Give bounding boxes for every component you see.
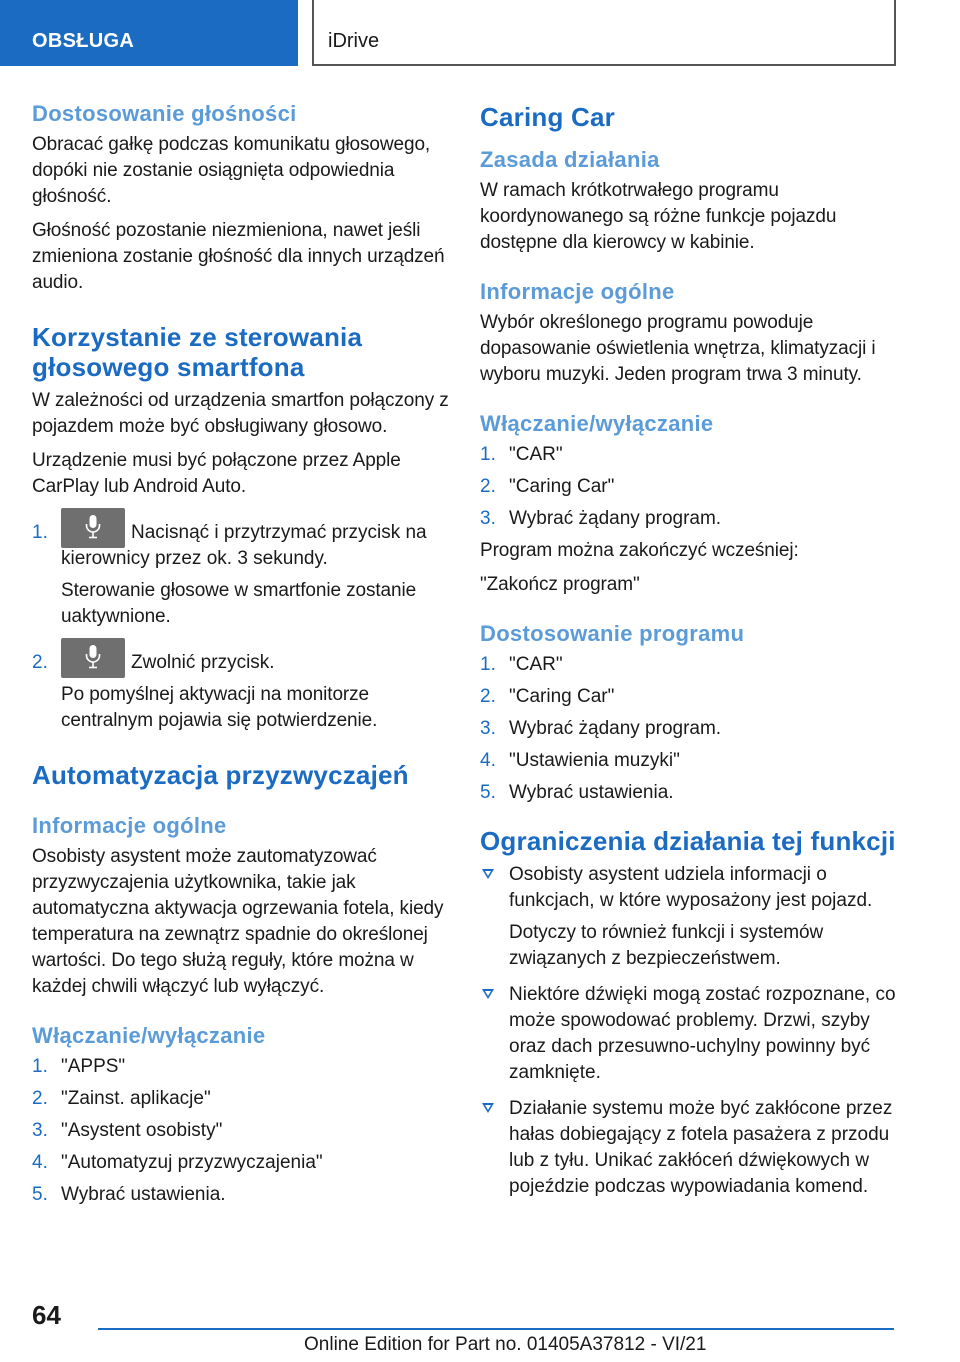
heading-adjust-program: Dostosowanie programu xyxy=(480,621,745,646)
page-number: 64 xyxy=(32,1300,61,1330)
list-item xyxy=(32,520,450,630)
step-text: "Asystent osobisty" xyxy=(61,1120,223,1142)
step-text: Wybrać ustawienia. xyxy=(509,782,674,803)
step-number: 1. xyxy=(32,1056,48,1078)
list-item xyxy=(480,780,898,806)
page-header xyxy=(0,0,960,66)
list-item xyxy=(480,652,898,678)
step-text: Nacisnąć i przytrzymać przycisk na kierownicy przez ok. 3 sekundy. xyxy=(61,522,427,570)
list-item xyxy=(480,684,898,710)
list-item xyxy=(480,474,898,500)
list-item xyxy=(480,1096,898,1200)
step-number: 4. xyxy=(480,750,496,771)
step-note: Sterowanie głosowe w smartfonie zostanie uaktywnione. xyxy=(61,580,417,628)
heading-on-off: Włączanie/wyłączanie xyxy=(480,411,714,436)
step-text: "Ustawienia muzyki" xyxy=(509,750,680,771)
bullet-text: Niektóre dźwięki mogą zostać rozpoznane, co może spowodować problemy. Drzwi, szyby oraz dach przesuwno-uchylny powinny być zamknięte. xyxy=(509,984,896,1083)
step-number: 4. xyxy=(32,1152,48,1174)
heading-principle: Zasada działania xyxy=(480,147,660,172)
paragraph: Głośność pozostanie niezmieniona, nawet jeśli zmieniona zostanie głośność dla innych urządzeń audio. xyxy=(32,220,445,293)
paragraph: Program można zakończyć wcześniej: xyxy=(480,540,799,561)
bullet-triangle-icon xyxy=(482,869,494,879)
list-item xyxy=(32,1086,450,1112)
step-number: 1. xyxy=(32,522,48,543)
adjust-list xyxy=(480,652,898,806)
step-number: 2. xyxy=(32,1088,48,1110)
step-text: "Caring Car" xyxy=(509,686,615,707)
step-number: 5. xyxy=(32,1184,48,1206)
limitations-list xyxy=(480,862,898,1200)
step-text: "Zainst. aplikacje" xyxy=(61,1088,211,1110)
list-item xyxy=(480,506,898,532)
bullet-note: Dotyczy to również funkcji i systemów związanych z bezpieczeństwem. xyxy=(509,922,824,969)
list-item xyxy=(480,748,898,774)
step-number: 1. xyxy=(480,444,496,465)
step-text: Wybrać żądany program. xyxy=(509,508,722,529)
heading-smartphone-voice: Korzystanie ze sterowania głosowego smartfona xyxy=(32,322,363,382)
onoff-list xyxy=(32,1054,450,1208)
list-item xyxy=(480,442,898,468)
paragraph: "Zakończ program" xyxy=(480,574,640,595)
step-number: 2. xyxy=(480,686,496,707)
step-text: Wybrać żądany program. xyxy=(509,718,722,739)
paragraph: Obracać gałkę podczas komunikatu głosowego, dopóki nie zostanie osiągnięta odpowiednia głośność. xyxy=(32,134,431,207)
list-item xyxy=(32,1054,450,1080)
heading-general-info: Informacje ogólne xyxy=(480,279,675,304)
steps-list xyxy=(32,520,450,734)
list-item xyxy=(480,982,898,1086)
heading-limitations: Ograniczenia działania tej funkcji xyxy=(480,826,896,856)
step-number: 3. xyxy=(480,508,496,529)
step-number: 1. xyxy=(480,654,496,675)
paragraph: Urządzenie musi być połączone przez Apple CarPlay lub Android Auto. xyxy=(32,450,401,497)
step-number: 2. xyxy=(480,476,496,497)
onoff-list xyxy=(480,442,898,532)
section-tab: OBSŁUGA xyxy=(0,0,298,66)
list-item xyxy=(32,1182,450,1208)
step-text: "APPS" xyxy=(61,1056,126,1078)
step-number: 2. xyxy=(32,652,48,674)
bullet-triangle-icon xyxy=(482,1103,494,1113)
step-text: "Automatyzuj przyzwyczajenia" xyxy=(61,1152,323,1174)
paragraph: W zależności od urządzenia smartfon połączony z pojazdem może być obsługiwany głosowo. xyxy=(32,390,449,437)
bullet-text: Osobisty asystent udziela informacji o funkcjach, w które wyposażony jest pojazd. xyxy=(509,864,873,911)
heading-volume: Dostosowanie głośności xyxy=(32,101,297,126)
list-item xyxy=(480,862,898,972)
bullet-text: Działanie systemu może być zakłócone przez hałas dobiegający z fotela pasażera z przodu lub z tyłu. Unikać zakłóceń dźwiękowych w pojeździe podczas wypowiadania komend. xyxy=(509,1098,893,1197)
step-note: Po pomyślnej aktywacji na monitorze centralnym pojawia się potwierdzenie. xyxy=(61,684,378,732)
step-text: "Caring Car" xyxy=(509,476,615,497)
step-number: 3. xyxy=(480,718,496,739)
step-text: Zwolnić przycisk. xyxy=(131,652,275,674)
paragraph: W ramach krótkotrwałego programu koordynowanego są różne funkcje pojazdu dostępne dla kierowcy w kabinie. xyxy=(480,180,837,253)
step-number: 3. xyxy=(32,1120,48,1142)
microphone-icon xyxy=(61,638,125,678)
left-column xyxy=(32,96,450,1214)
heading-automation: Automatyzacja przyzwyczajeń xyxy=(32,760,409,791)
list-item xyxy=(32,650,450,734)
paragraph: Osobisty asystent może zautomatyzować przyzwyczajenia użytkownika, takie jak automatyczna aktywacja ogrzewania fotela, kiedy temperatura na zewnątrz spadnie do określonej wartości. Do tego służą reguły, które można w każdej chwili włączyć lub wyłączyć. xyxy=(32,846,444,998)
paragraph: Wybór określonego programu powoduje dopasowanie oświetlenia wnętrza, klimatyzacji i wyboru muzyki. Jeden program trwa 3 minuty. xyxy=(480,312,876,385)
microphone-icon xyxy=(61,508,125,548)
chapter-title: iDrive xyxy=(312,0,896,66)
list-item xyxy=(32,1118,450,1144)
step-number: 5. xyxy=(480,782,496,803)
heading-on-off: Włączanie/wyłączanie xyxy=(32,1023,266,1049)
heading-general-info: Informacje ogólne xyxy=(32,813,227,839)
list-item xyxy=(32,1150,450,1176)
heading-caring-car: Caring Car xyxy=(480,102,615,132)
footer-divider xyxy=(98,1328,894,1330)
step-text: "CAR" xyxy=(509,654,563,675)
footer-edition: Online Edition for Part no. 01405A37812 - VI/21 xyxy=(304,1334,707,1355)
step-text: "CAR" xyxy=(509,444,563,465)
list-item xyxy=(480,716,898,742)
bullet-triangle-icon xyxy=(482,989,494,999)
step-text: Wybrać ustawienia. xyxy=(61,1184,226,1206)
right-column xyxy=(480,96,898,1206)
